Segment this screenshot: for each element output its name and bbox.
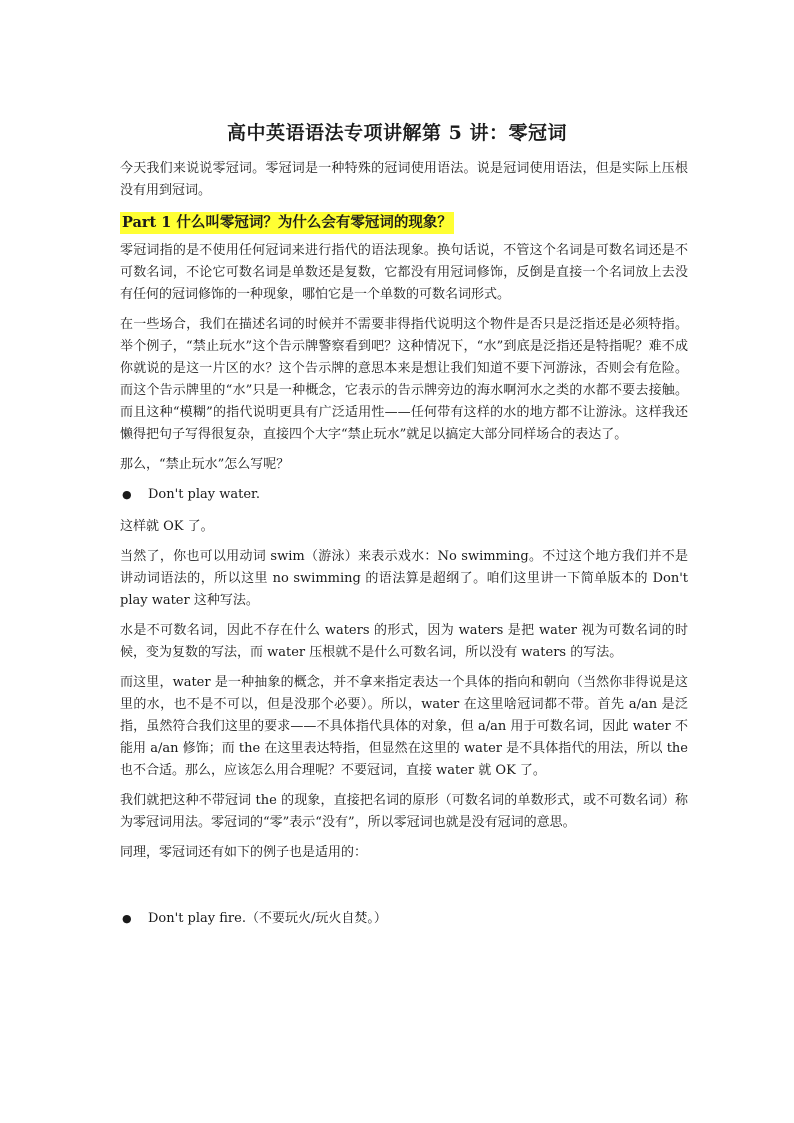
paragraph-swim: 当然了，你也可以用动词 swim（游泳）来表示戏水：No swimming。不过这个地方我们并不是讲动词语法的，所以这里 no swimming 的语法算是超纲了。咱们这里讲一下简单版本的 Don't play water 这种写法。 — [120, 549, 688, 608]
part1-heading: Part 1 什么叫零冠词？为什么会有零冠词的现象？ — [120, 212, 454, 234]
list-item-text: Don't play water. — [148, 487, 260, 502]
document-body — [120, 158, 688, 940]
paragraph-ok: 这样就 OK 了。 — [120, 519, 214, 534]
paragraph-zero-article: 我们就把这种不带冠词 the 的现象，直接把名词的原形（可数名词的单数形式，或不可数名词）称为零冠词用法。零冠词的“零”表示“没有”，所以零冠词也就是没有冠词的意思。 — [120, 793, 688, 830]
bullet-icon: ● — [122, 488, 132, 501]
list-item — [120, 484, 688, 506]
paragraph-question: 那么，“禁止玩水”怎么写呢？ — [120, 457, 290, 472]
list-item-text: Don't play fire.（不要玩火/玩火自焚。） — [148, 911, 387, 926]
document-title: 高中英语语法专项讲解第 5 讲：零冠词 — [227, 122, 567, 144]
spacer — [120, 872, 688, 902]
paragraph-similarly: 同理，零冠词还有如下的例子也是适用的： — [120, 845, 368, 860]
bullet-icon: ● — [122, 912, 132, 925]
intro-paragraph: 今天我们来说说零冠词。零冠词是一种特殊的冠词使用语法。说是冠词使用语法，但是实际上压根没有用到冠词。 — [120, 161, 688, 198]
paragraph-example: 在一些场合，我们在描述名词的时候并不需要非得指代说明这个物件是否只是泛指还是必须特指。举个例子，“禁止玩水”这个告示牌警察看到吧？这种情况下，“水”到底是泛指还是特指呢？难不成你就说的是这一片区的水？这个告示牌的意思本来是想让我们知道不要下河游泳，否则会有危险。而这个告示牌里的“水”只是一种概念，它表示的告示牌旁边的海水啊河水之类的水都不要去接触。而且这种“模糊”的指代说明更具有广泛适用性——任何带有这样的水的地方都不让游泳。这样我还懒得把句子写得很复杂，直接四个大字“禁止玩水”就足以搞定大部分同样场合的表达了。 — [120, 317, 688, 442]
paragraph-abstract: 而这里，water 是一种抽象的概念，并不拿来指定表达一个具体的指向和朝向（当然你非得说是这里的水，也不是不可以，但是没那个必要）。所以，water 在这里啥冠词都不带。首先 a/an 是泛指，虽然符合我们这里的要求——不具体指代具体的对象，但 a/an 用于可数名词，因此 water 不能用 a/an 修饰；而 the 在这里表达特指，但显然在这里的 water 是不具体指代的用法，所以 the 也不合适。那么，应该怎么用合理呢？不要冠词，直接 water 就 OK 了。 — [120, 675, 688, 778]
list-item — [120, 908, 688, 930]
paragraph-definition: 零冠词指的是不使用任何冠词来进行指代的语法现象。换句话说，不管这个名词是可数名词还是不可数名词，不论它可数名词是单数还是复数，它都没有用冠词修饰，反倒是直接一个名词放上去没有任何的冠词修饰的一种现象，哪怕它是一个单数的可数名词形式。 — [120, 243, 688, 302]
paragraph-uncountable: 水是不可数名词，因此不存在什么 waters 的形式，因为 waters 是把 water 视为可数名词的时候，变为复数的写法，而 water 压根就不是什么可数名词，所以没有 waters 的写法。 — [120, 623, 688, 660]
